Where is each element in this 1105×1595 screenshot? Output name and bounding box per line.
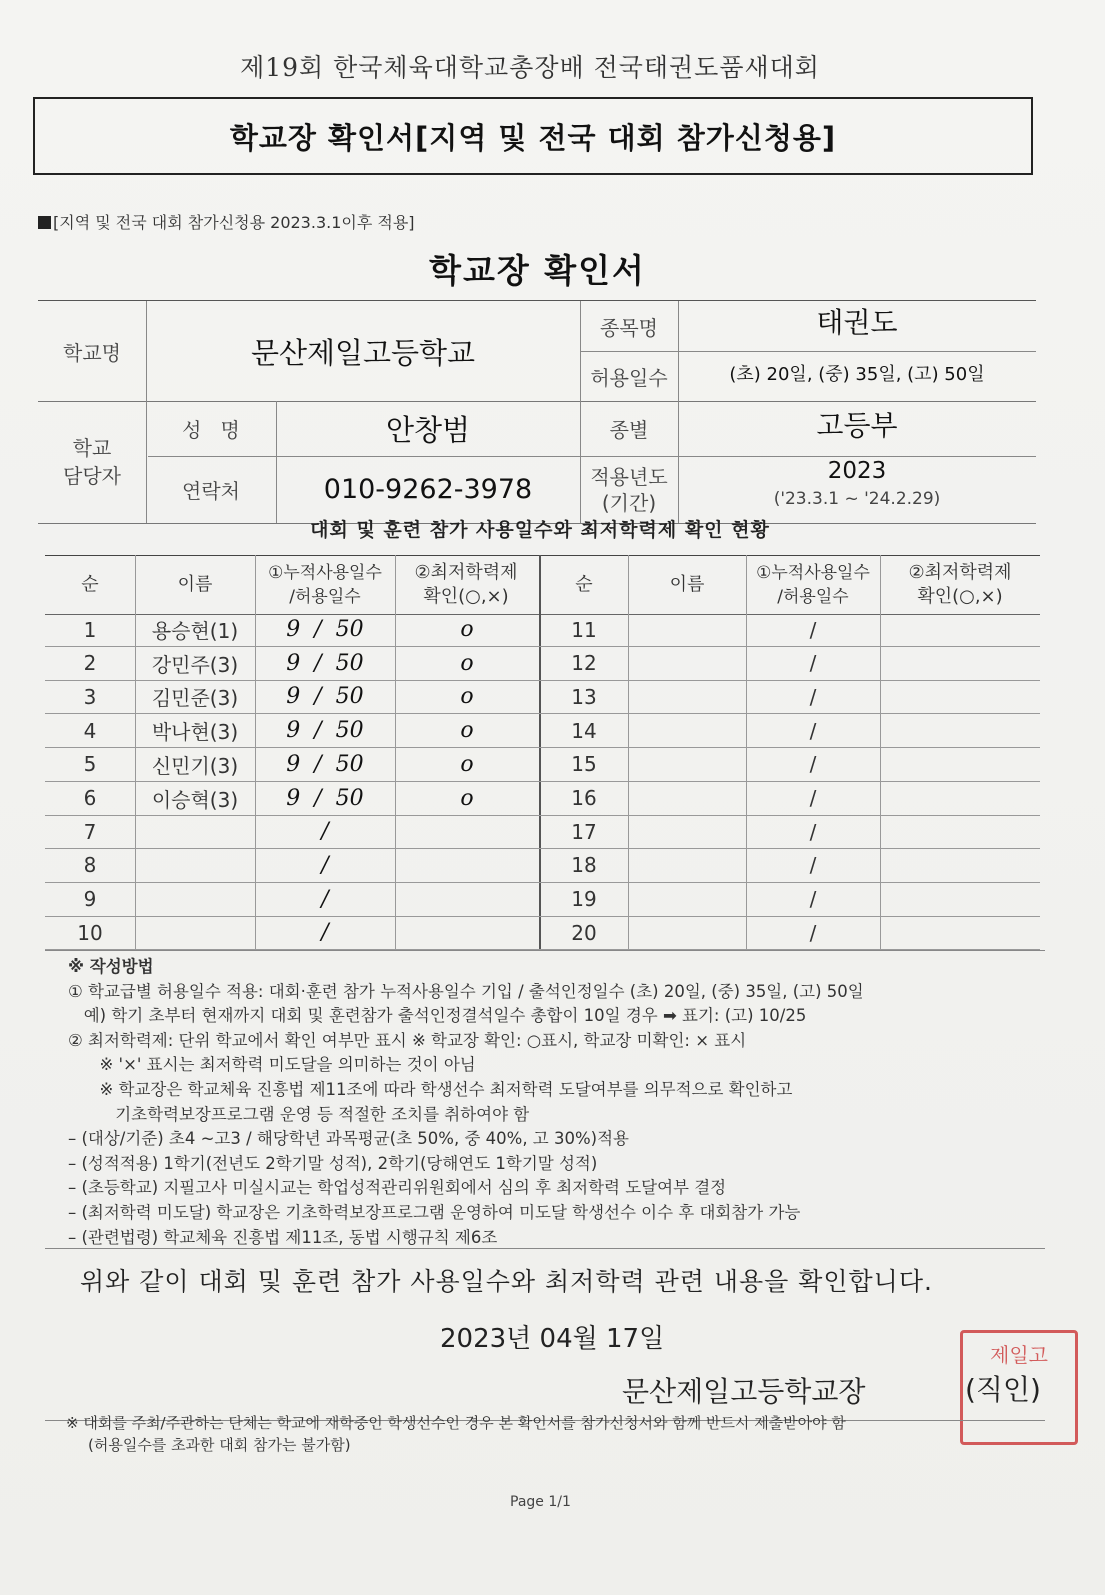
row-name: 이승혁(3) [151, 787, 239, 812]
row-name-right [628, 815, 746, 848]
manager-label-line2: 담당자 [63, 464, 121, 488]
row-check-right [880, 815, 1040, 848]
row-no: 2 [83, 651, 97, 676]
row-days-right: / [809, 684, 817, 709]
row-name-right [628, 883, 746, 916]
doc-title: 학교장 확인서 [429, 251, 646, 290]
header-days-right [746, 556, 880, 614]
header-name-right: 이름 [669, 574, 705, 595]
school-name-value: 문산제일고등학교 [250, 335, 476, 370]
row-no-right: 18 [571, 853, 597, 878]
footer-note-line2: (허용일수를 초과한 대회 참가는 불가함) [88, 1436, 351, 1454]
table-row [45, 849, 1040, 883]
row-days-right: / [809, 651, 817, 676]
row-days-right: / [809, 786, 817, 810]
row-days-right: / [809, 752, 817, 777]
row-no-right: 15 [571, 752, 597, 777]
category-value: 고등부 [816, 408, 898, 442]
table-row [45, 613, 1040, 647]
event-title: 제19회 한국체육대학교총장배 전국태권도품새대회 [240, 53, 820, 82]
row-check: o [460, 718, 474, 744]
row-days: 9 / 50 [286, 650, 364, 676]
manager-label [38, 401, 146, 523]
row-check: o [460, 650, 474, 676]
row-no: 6 [83, 786, 97, 810]
row-check: o [460, 785, 474, 811]
name-label: 성 명 [182, 418, 240, 442]
note-line: ※ '×' 표시는 최저학력 미도달을 의미하는 것이 아님 [68, 1055, 476, 1075]
note-line: 기초학력보장프로그램 운영 등 적절한 조치를 취하여야 함 [68, 1104, 530, 1124]
table-row [45, 782, 1040, 816]
sub-note [38, 210, 415, 233]
row-check-right [880, 849, 1040, 882]
header-days-line1: ①누적사용일수 [268, 563, 382, 583]
note-line: ※ 작성방법 [68, 957, 154, 976]
row-check: o [460, 684, 474, 710]
table-row [45, 815, 1040, 849]
row-days-right: / [809, 819, 817, 844]
year-value-year: 2023 [827, 457, 887, 484]
row-days: / [321, 819, 329, 845]
row-no: 9 [83, 887, 97, 912]
row-name-right [628, 916, 746, 949]
note-line: – (초등학교) 지필고사 미실시교는 학업성적관리위원회에서 심의 후 최저학력 도달여부 결정 [68, 1178, 727, 1198]
row-no-right: 16 [571, 786, 597, 810]
note-line: – (최저학력 미도달) 학교장은 기초학력보장프로그램 운영하여 미도달 학생선수 이수 후 대회참가 가능 [68, 1202, 801, 1222]
header-days [255, 556, 395, 614]
row-no: 7 [83, 819, 97, 844]
row-days-right: / [809, 617, 817, 642]
row-no: 10 [77, 920, 103, 945]
year-value-period: ('23.3.1 ~ '24.2.29) [773, 488, 941, 509]
header-check-right [880, 556, 1040, 614]
table-row [45, 748, 1040, 782]
row-name-right [628, 748, 746, 781]
row-days: / [321, 852, 329, 878]
header-days-right-line2: /허용일수 [777, 587, 849, 607]
row-name [135, 883, 255, 916]
note-line: ※ 학교장은 학교체육 진흥법 제11조에 따라 학생선수 최저학력 도달여부를 의무적으로 확인하고 [68, 1079, 793, 1099]
contact-label: 연락처 [182, 479, 240, 503]
manager-label-line1: 학교 [72, 436, 112, 460]
row-check-right [880, 647, 1040, 680]
allowed-days-label: 허용일수 [590, 365, 668, 390]
header-check-line2: 확인(○,×) [423, 586, 509, 607]
sub-note-text: [지역 및 전국 대회 참가신청용 2023.3.1이후 적용] [53, 213, 415, 232]
row-days-right: / [809, 920, 817, 945]
row-name-right [628, 647, 746, 680]
row-days: 9 / 50 [286, 751, 364, 777]
table-row [45, 714, 1040, 748]
sport-label: 종목명 [600, 315, 658, 340]
square-bullet-icon [38, 216, 51, 229]
row-name-right [628, 782, 746, 815]
page-number: Page 1/1 [510, 1494, 571, 1510]
year-label-line2: (기간) [601, 490, 657, 515]
principal: 문산제일고등학교장 [622, 1375, 866, 1408]
row-check-right [880, 748, 1040, 781]
row-check: o [460, 617, 474, 642]
row-check [395, 815, 539, 848]
year-label [580, 456, 678, 523]
table-row [45, 680, 1040, 714]
header-name: 이름 [177, 574, 213, 595]
note-line: ② 최저학력제: 단위 학교에서 확인 여부만 표시 ※ 학교장 확인: ○표시, 학교장 미확인: × 표시 [68, 1030, 747, 1050]
row-no-right: 17 [571, 819, 597, 844]
header-days-line2: /허용일수 [289, 587, 361, 607]
row-days: 9 / 50 [286, 684, 364, 710]
school-name-label: 학교명 [63, 340, 121, 365]
header-check-right-line2: 확인(○,×) [917, 586, 1003, 607]
row-no: 3 [83, 684, 97, 709]
row-name [135, 916, 255, 949]
row-name-right [628, 849, 746, 882]
row-name: 김민준(3) [151, 686, 239, 711]
year-label-line1: 적용년도 [590, 464, 668, 489]
row-no-right: 20 [571, 920, 597, 945]
row-name [135, 849, 255, 882]
row-no: 5 [83, 752, 97, 777]
row-days: 9 / 50 [286, 785, 364, 811]
notes-top-divider [45, 950, 1045, 951]
row-days-right: / [809, 853, 817, 878]
row-check-right [880, 782, 1040, 815]
allowed-days-value: (초) 20일, (중) 35일, (고) 50일 [729, 364, 985, 385]
row-days: / [321, 886, 329, 912]
header-check-line1: ②최저학력제 [414, 562, 518, 583]
stamp-text: 제일고 [990, 1343, 1048, 1367]
footer-note [66, 1412, 1056, 1456]
row-days-right: / [809, 718, 817, 743]
date: 2023년 04월 17일 [440, 1324, 665, 1354]
table-header [45, 555, 1040, 615]
contact-value: 010-9262-3978 [323, 474, 533, 505]
section-title: 대회 및 훈련 참가 사용일수와 최저학력제 확인 현황 [310, 519, 770, 541]
row-days: 9 / 50 [286, 617, 364, 642]
category-label: 종별 [609, 418, 649, 442]
info-table [38, 300, 1036, 524]
row-check-right [880, 714, 1040, 747]
row-name-right [628, 613, 746, 646]
row-check [395, 916, 539, 949]
banner-title: 학교장 확인서[지역 및 전국 대회 참가신청용] [33, 97, 1033, 175]
row-no-right: 13 [571, 684, 597, 709]
row-check [395, 883, 539, 916]
seal-label: (직인) [965, 1373, 1041, 1406]
row-no-right: 11 [571, 617, 597, 642]
row-name-right [628, 714, 746, 747]
note-line: ① 학교급별 허용일수 적용: 대회·훈련 참가 누적사용일수 기입 / 출석인정일수 (초) 20일, (중) 35일, (고) 50일 [68, 981, 864, 1001]
note-line: 예) 학기 초부터 현재까지 대회 및 훈련참가 출석인정결석일수 총합이 10일 경우 ➡ 표기: (고) 10/25 [68, 1006, 807, 1026]
row-no-right: 12 [571, 651, 597, 676]
row-check [395, 849, 539, 882]
row-days-right: / [809, 887, 817, 912]
header-no-right: 순 [575, 574, 593, 595]
row-check: o [460, 751, 474, 777]
row-no-right: 14 [571, 718, 597, 743]
header-days-right-line1: ①누적사용일수 [756, 563, 870, 583]
row-check-right [880, 613, 1040, 646]
row-no: 1 [83, 617, 97, 642]
row-name: 강민주(3) [151, 652, 239, 677]
row-name: 신민기(3) [151, 753, 239, 778]
row-no: 4 [83, 718, 97, 743]
row-name-right [628, 680, 746, 713]
row-check-right [880, 916, 1040, 949]
manager-name-value: 안창범 [385, 413, 471, 447]
note-line: – (대상/기준) 초4 ~고3 / 해당학년 과목평균(초 50%, 중 40%, 고 30%)적용 [68, 1129, 629, 1149]
note-line: – (성적적용) 1학기(전년도 2학기말 성적), 2학기(당해연도 1학기말 성적) [68, 1153, 598, 1173]
row-no-right: 19 [571, 887, 597, 912]
row-check-right [880, 883, 1040, 916]
row-days: / [321, 920, 329, 946]
footer-note-line1: ※ 대회를 주최/주관하는 단체는 학교에 재학중인 학생선수인 경우 본 확인서를 참가신청서와 함께 반드시 제출받아야 함 [66, 1414, 846, 1432]
table-row [45, 883, 1040, 917]
row-name: 박나현(3) [151, 720, 239, 745]
header-check [395, 556, 537, 614]
table-row [45, 647, 1040, 681]
row-days: 9 / 50 [286, 718, 364, 744]
year-value [678, 451, 1036, 518]
table-row [45, 916, 1040, 950]
row-no: 8 [83, 853, 97, 878]
row-check-right [880, 680, 1040, 713]
header-no: 순 [81, 574, 99, 595]
row-name: 용승현(1) [151, 619, 239, 643]
usage-table [45, 555, 1040, 950]
header-check-right-line1: ②최저학력제 [908, 562, 1012, 583]
sport-value: 태권도 [816, 306, 898, 339]
row-name [135, 815, 255, 848]
notes [68, 955, 1048, 1250]
confirm-text: 위와 같이 대회 및 훈련 참가 사용일수와 최저학력 관련 내용을 확인합니다. [80, 1267, 933, 1296]
notes-bottom-divider [45, 1248, 1045, 1249]
note-line: – (관련법령) 학교체육 진흥법 제11조, 동법 시행규칙 제6조 [68, 1227, 498, 1247]
